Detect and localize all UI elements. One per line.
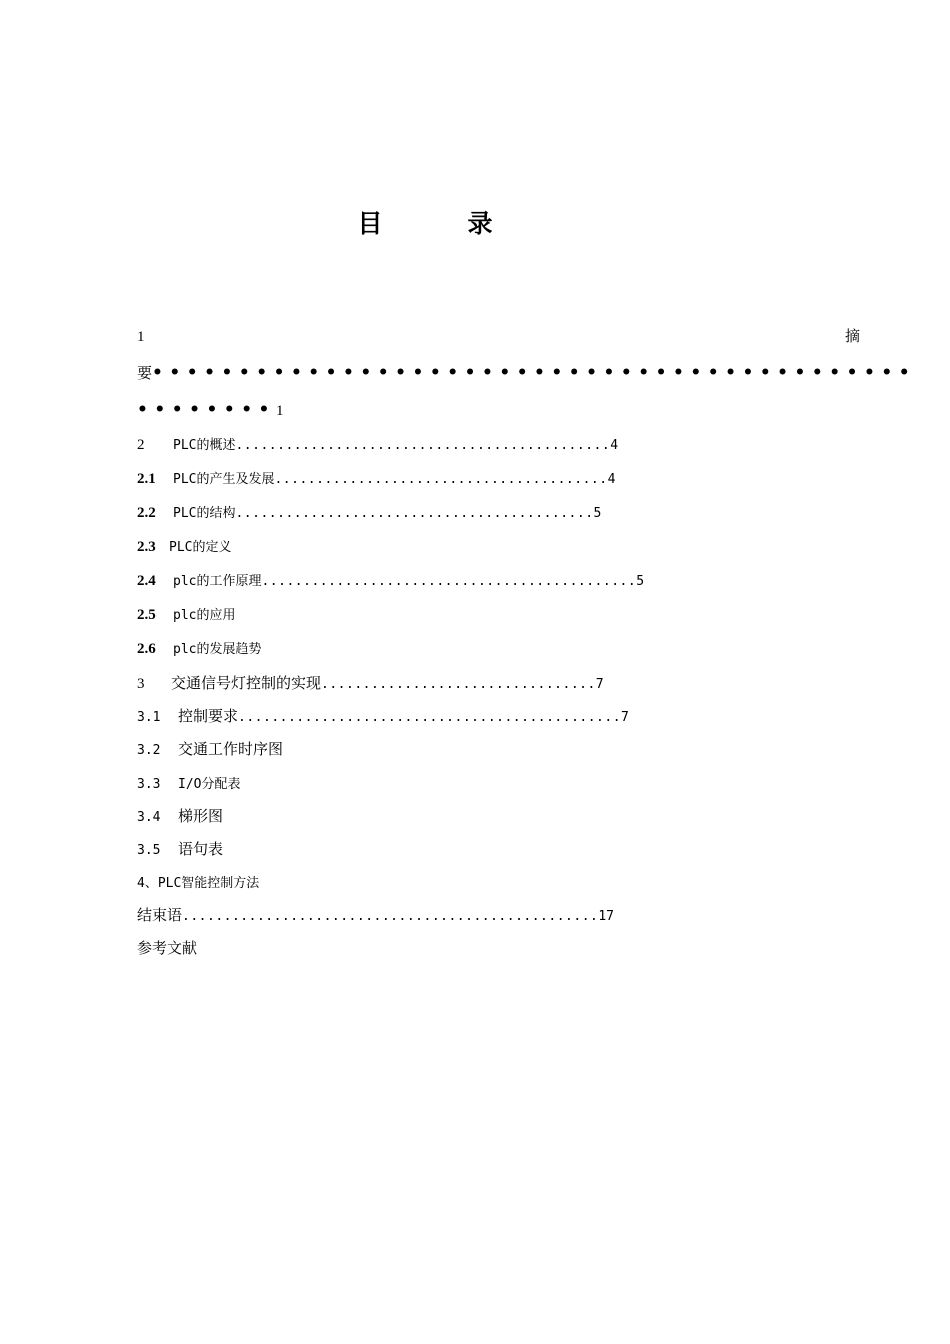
toc-entry-label: plc的发展趋势 [173,642,262,657]
toc-entry-number: 2.5 [137,607,156,623]
toc-entry[interactable] [137,604,235,626]
toc-entry[interactable] [137,536,231,558]
toc-entry[interactable] [137,638,261,660]
toc-leader: ............................................. [235,438,611,453]
toc-entry[interactable] [137,434,618,456]
toc-entry-number: 2.3 [137,539,156,555]
toc-entry-number: 2 [137,437,145,453]
toc-entry-label-part: 要 [137,364,153,382]
toc-leader: .............................................. [238,710,622,725]
toc-entry-label: 交通工作时序图 [178,740,284,758]
toc-entry-label: 语句表 [178,840,224,858]
toc-entry-label: 控制要求 [178,707,239,725]
toc-entry[interactable] [137,673,604,695]
toc-leader: ................................. [321,677,596,692]
toc-entry-abstract-line1 [137,326,860,347]
toc-entry[interactable] [137,839,223,861]
toc-entry-label: I/O分配表 [178,777,241,792]
toc-entry-label: plc的应用 [173,608,236,623]
toc-page-number: 17 [598,909,615,924]
toc-entry[interactable] [137,570,644,592]
toc-page-number: 7 [595,677,604,692]
toc-entry-label: PLC的定义 [169,540,232,555]
toc-entry[interactable] [137,739,283,761]
toc-entry-label: PLC的结构 [173,506,236,521]
toc-page-number: 1 [275,403,284,419]
toc-entry-number: 3.3 [137,777,161,792]
toc-entry-number: 2.6 [137,641,156,657]
toc-entry-number: 1 [137,329,145,345]
toc-leader: ............................................. [261,574,637,589]
toc-leader: ........................................... [235,506,594,521]
toc-entry-label: PLC的概述 [173,438,236,453]
toc-entry-number: 2.1 [137,471,156,487]
toc-leader: ........................................ [274,472,608,487]
toc-page-number: 5 [593,506,602,521]
toc-entry-label: 结束语 [137,906,183,924]
toc-entry-number: 3.5 [137,843,161,858]
toc-entry-number: 3 [137,676,145,692]
toc-entry-label: 梯形图 [178,807,224,825]
toc-entry-label: 4、PLC智能控制方法 [137,876,260,891]
toc-entry[interactable] [137,706,629,728]
toc-page-number: 7 [621,710,629,725]
toc-entry-number: 2.4 [137,573,156,589]
toc-entry-number: 2.2 [137,505,156,521]
toc-page-number: 5 [636,574,645,589]
toc-entry[interactable] [137,872,259,894]
toc-entry-number: 3.1 [137,710,161,725]
toc-entry[interactable] [137,938,197,958]
toc-entry-number: 3.2 [137,743,161,758]
toc-entry-label: PLC的产生及发展 [173,472,275,487]
toc-entry-label: plc的工作原理 [173,574,262,589]
toc-entry-label: 交通信号灯控制的实现 [171,674,322,692]
toc-page-number: 4 [607,472,616,487]
toc-leader: .................................................. [182,909,599,924]
toc-entry-label: 参考文献 [137,939,198,957]
toc-entry-number: 3.4 [137,810,161,825]
toc-leader: •••••••••••••••••••••••••••••••••••••••••••• [152,363,917,383]
page-title: 目 录 [357,209,523,238]
toc-page-number: 4 [610,438,619,453]
toc-entry[interactable] [137,905,614,927]
toc-entry[interactable] [137,773,240,795]
toc-entry-label-part: 摘 [844,327,860,345]
toc-entry[interactable] [137,502,601,524]
toc-entry[interactable] [137,468,615,490]
toc-leader: •••••••• [137,400,276,420]
toc-entry-abstract-line2 [137,363,916,383]
toc-entry[interactable] [137,806,223,828]
toc-entry-abstract-line3 [137,400,283,421]
